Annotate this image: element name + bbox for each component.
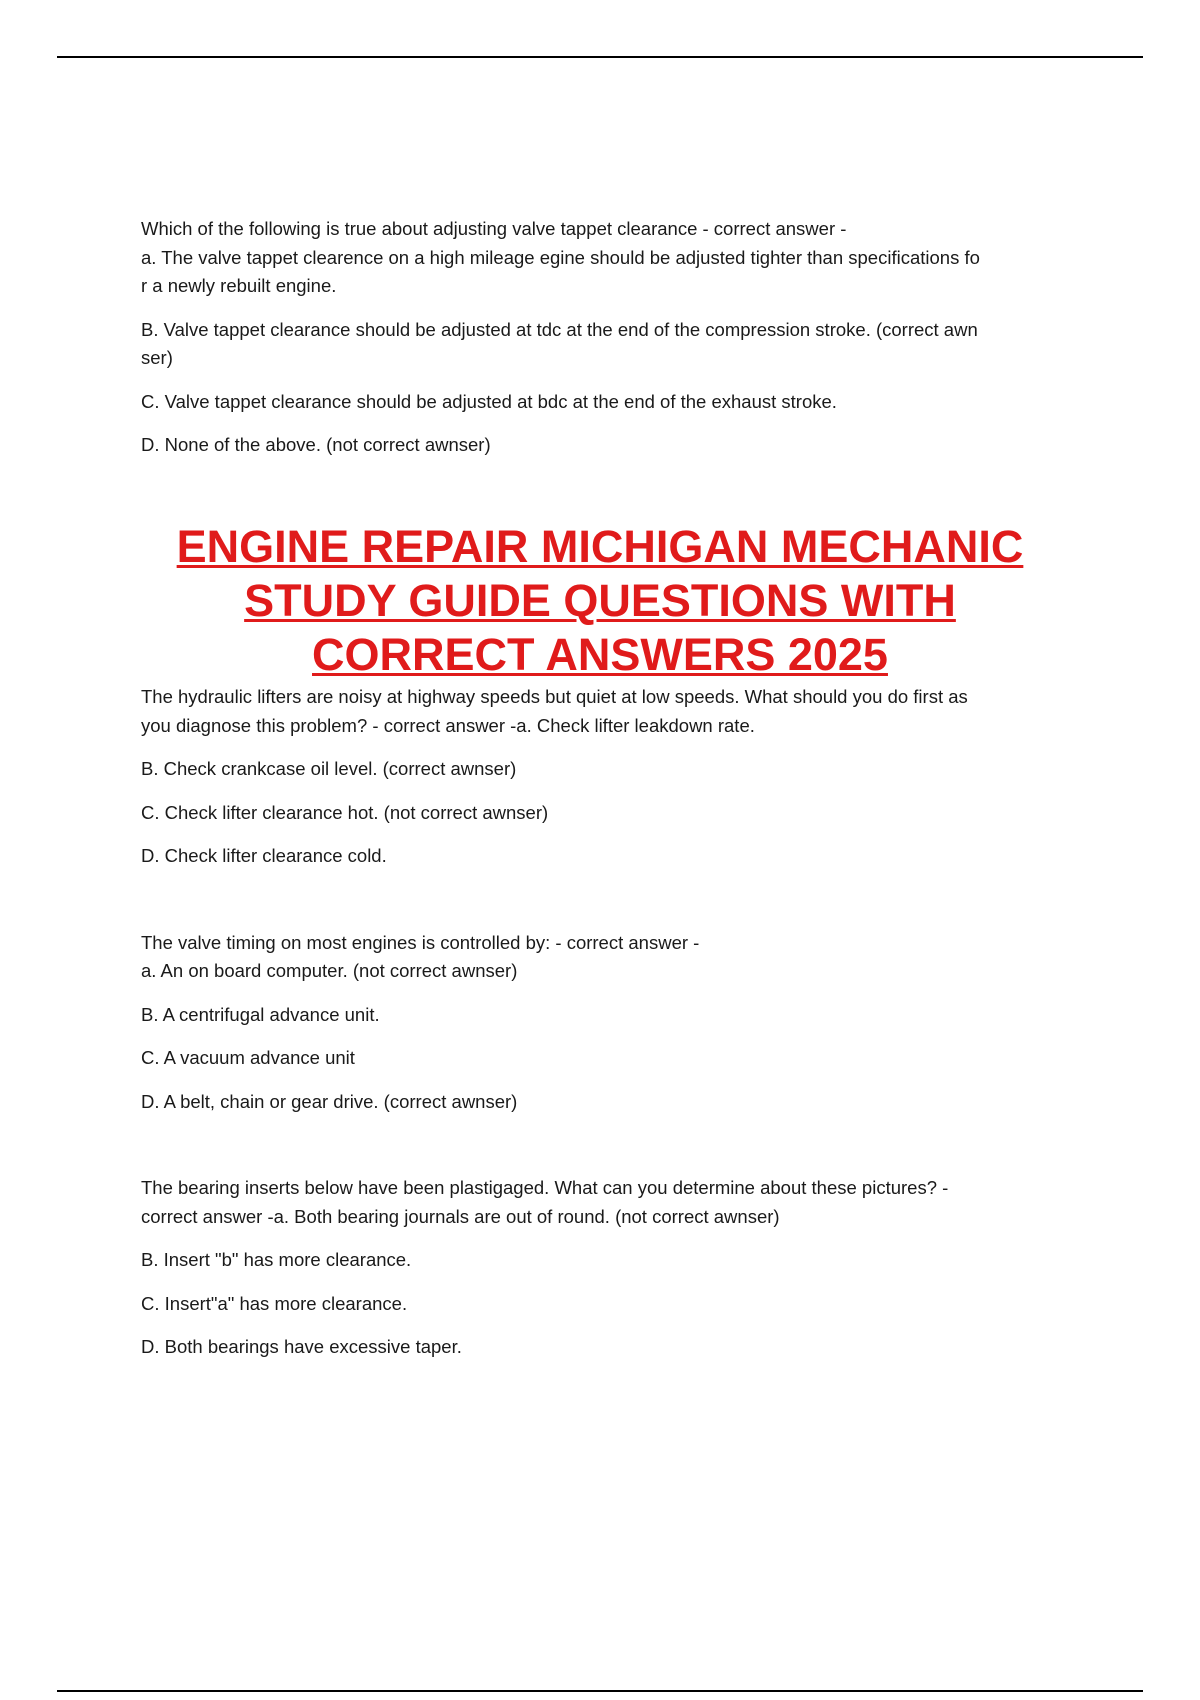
option-b: B. Valve tappet clearance should be adjusted at tdc at the end of the compression stroke. (correct awn ser) — [141, 318, 978, 368]
title-line-2: STUDY GUIDE QUESTIONS WITH — [244, 575, 956, 626]
option-b: B. A centrifugal advance unit. — [141, 1003, 380, 1025]
option-c: C. Check lifter clearance hot. (not correct awnser) — [141, 801, 549, 823]
title-line-3: CORRECT ANSWERS 2025 — [312, 629, 888, 680]
option-d: D. Both bearings have excessive taper. — [141, 1336, 462, 1357]
question-text: The bearing inserts below have been plastigaged. What can you determine about these pictures? - correct answer -a. Both bearing journals are out of round. (not correct awnser) — [141, 1177, 949, 1227]
option-c: C. Valve tappet clearance should be adjusted at bdc at the end of the exhaust stroke. — [141, 390, 837, 412]
question-block-4 — [141, 1174, 1061, 1362]
option-c: C. Insert"a" has more clearance. — [141, 1292, 408, 1314]
option-d: D. A belt, chain or gear drive. (correct awnser) — [141, 1090, 518, 1112]
question-block-1 — [141, 215, 1061, 460]
question-block-2 — [141, 683, 1061, 1362]
option-a: a. The valve tappet clearence on a high mileage egine should be adjusted tighter than specifications fo r a newly rebuilt engine. — [141, 246, 980, 296]
option-d: D. Check lifter clearance cold. — [141, 845, 387, 866]
question-text: The hydraulic lifters are noisy at highway speeds but quiet at low speeds. What should you do first as you diagnose this problem? - correct answer -a. Check lifter leakdown rate. — [141, 686, 968, 736]
option-b: B. Insert "b" has more clearance. — [141, 1249, 412, 1270]
document-title — [60, 520, 1140, 682]
option-c: C. A vacuum advance unit — [141, 1047, 355, 1068]
bottom-rule — [57, 1690, 1143, 1692]
question-text: Which of the following is true about adjusting valve tappet clearance - correct answer - — [141, 218, 847, 239]
title-line-1: ENGINE REPAIR MICHIGAN MECHANIC — [176, 521, 1024, 572]
top-rule — [57, 56, 1143, 58]
question-block-3 — [141, 929, 1061, 1117]
option-b: B. Check crankcase oil level. (correct awnser) — [141, 758, 517, 779]
option-d: D. None of the above. (not correct awnser) — [141, 434, 491, 455]
question-text: The valve timing on most engines is controlled by: - correct answer - — [141, 931, 700, 953]
option-a: a. An on board computer. (not correct awnser) — [141, 960, 518, 981]
